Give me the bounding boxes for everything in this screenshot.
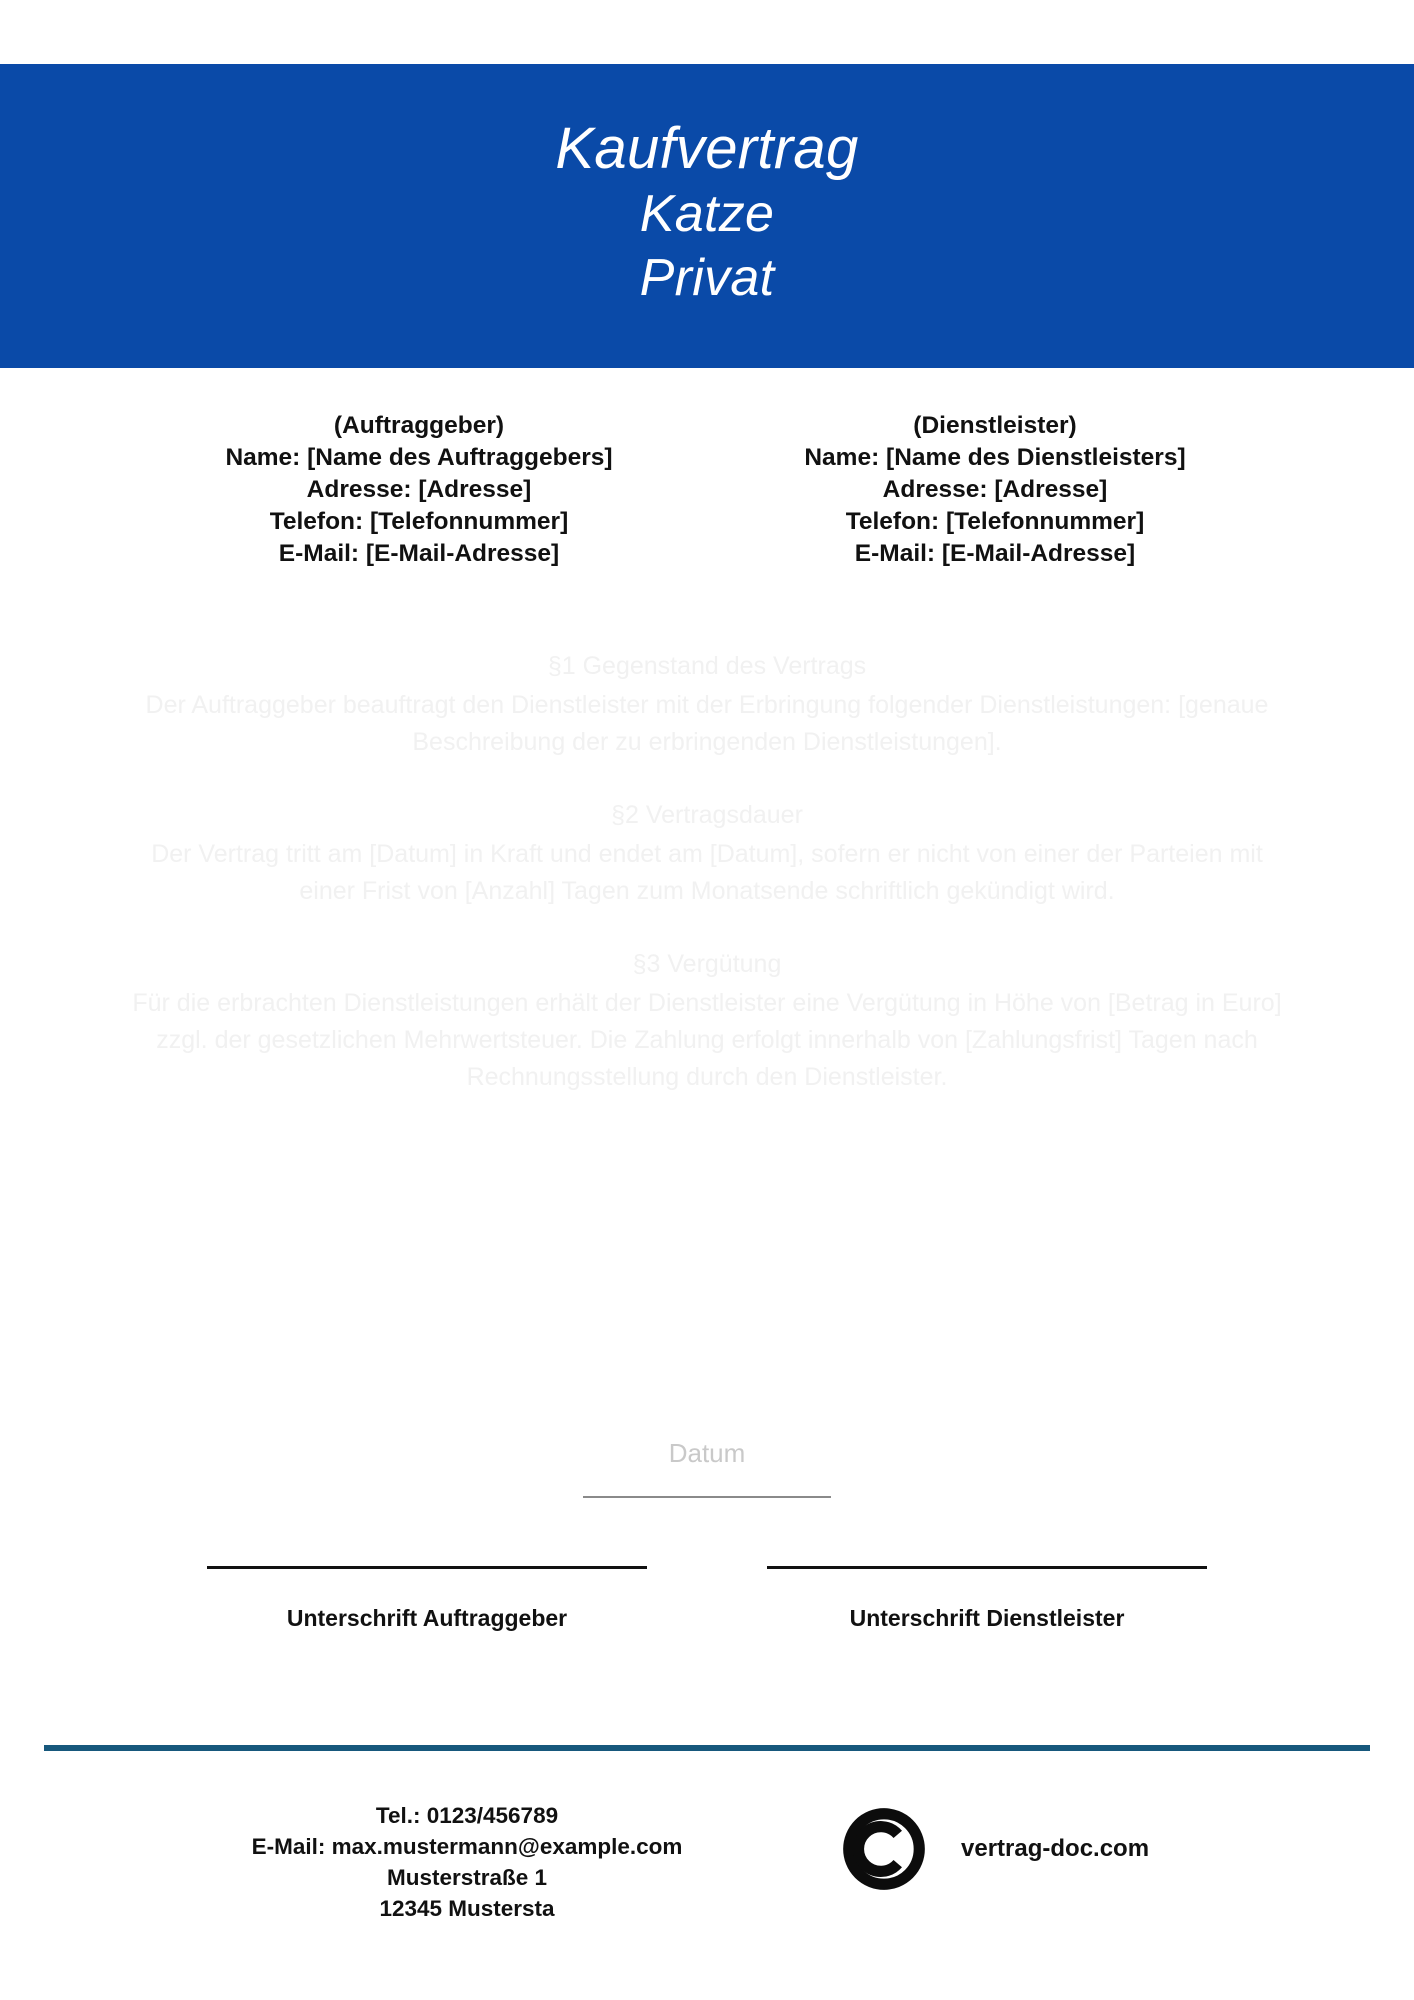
footer-website-text: vertrag-doc.com [961, 1835, 1150, 1862]
provider-address-line: Adresse: [Adresse] [882, 476, 1108, 503]
document-footer [0, 1800, 1414, 1924]
footer-street-line: Musterstraße 1 [386, 1865, 548, 1890]
document-title-line-1: Kaufvertrag [555, 116, 859, 181]
footer-divider [44, 1745, 1370, 1751]
date-signature-rule [583, 1496, 831, 1498]
signature-block-provider [707, 1566, 1267, 1632]
client-address-line: Adresse: [Adresse] [306, 476, 532, 503]
section-1-heading: §1 Gegenstand des Vertrags [547, 652, 867, 680]
footer-city-line: 12345 Mustersta [379, 1896, 555, 1921]
contract-section-1 [120, 648, 1294, 761]
footer-email-line: E-Mail: max.mustermann@example.com [251, 1834, 683, 1859]
party-block-client [159, 410, 707, 570]
client-email-line: E-Mail: [E-Mail-Adresse] [278, 540, 560, 567]
provider-signature-rule [767, 1566, 1207, 1569]
client-role-label: (Auftraggeber) [333, 412, 505, 439]
contract-section-3 [120, 946, 1294, 1096]
client-signature-label: Unterschrift Auftraggeber [286, 1605, 568, 1631]
footer-phone-line: Tel.: 0123/456789 [375, 1803, 559, 1828]
client-signature-rule [207, 1566, 647, 1569]
signature-block-client [147, 1566, 707, 1632]
contract-body-watermark [120, 648, 1294, 1096]
date-field-label: Datum [668, 1438, 746, 1468]
provider-role-label: (Dienstleister) [913, 412, 1077, 439]
copyright-icon [841, 1806, 927, 1892]
document-header-banner [0, 64, 1414, 368]
document-title-line-3: Privat [639, 249, 775, 307]
provider-signature-label: Unterschrift Dienstleister [849, 1605, 1125, 1631]
client-name-line: Name: [Name des Auftraggebers] [225, 444, 613, 471]
party-block-provider [707, 410, 1255, 570]
document-title-line-2: Katze [639, 185, 775, 243]
section-2-text: Der Vertrag tritt am [Datum] in Kraft und endet am [Datum], sofern er nicht von einer der Parteien mit einer Frist von [Anzahl] Tagen zum Monatsende schriftlich gekündigt wird. [151, 840, 1263, 905]
client-phone-line: Telefon: [Telefonnummer] [269, 508, 569, 535]
section-2-heading: §2 Vertragsdauer [611, 801, 803, 829]
footer-brand-block [797, 1800, 1257, 1892]
contract-section-2 [120, 797, 1294, 910]
provider-phone-line: Telefon: [Telefonnummer] [845, 508, 1145, 535]
footer-contact-block [157, 1800, 797, 1924]
provider-name-line: Name: [Name des Dienstleisters] [804, 444, 1186, 471]
provider-email-line: E-Mail: [E-Mail-Adresse] [854, 540, 1136, 567]
signature-section [0, 1566, 1414, 1632]
date-field-block [0, 1437, 1414, 1469]
parties-section [0, 410, 1414, 570]
section-3-text: Für die erbrachten Dienstleistungen erhält der Dienstleister eine Vergütung in Höhe von [Betrag in Euro] zzgl. der gesetzlichen Mehrwertsteuer. Die Zahlung erfolgt innerhalb von [Zahlungsfrist] Tagen nach Rechnungsstellung durch den Dienstleister. [132, 989, 1282, 1091]
section-1-text: Der Auftraggeber beauftragt den Dienstleister mit der Erbringung folgender Dienstleistungen: [genaue Beschreibung der zu erbringenden Dienstleistungen]. [145, 691, 1269, 756]
section-3-heading: §3 Vergütung [632, 950, 782, 978]
